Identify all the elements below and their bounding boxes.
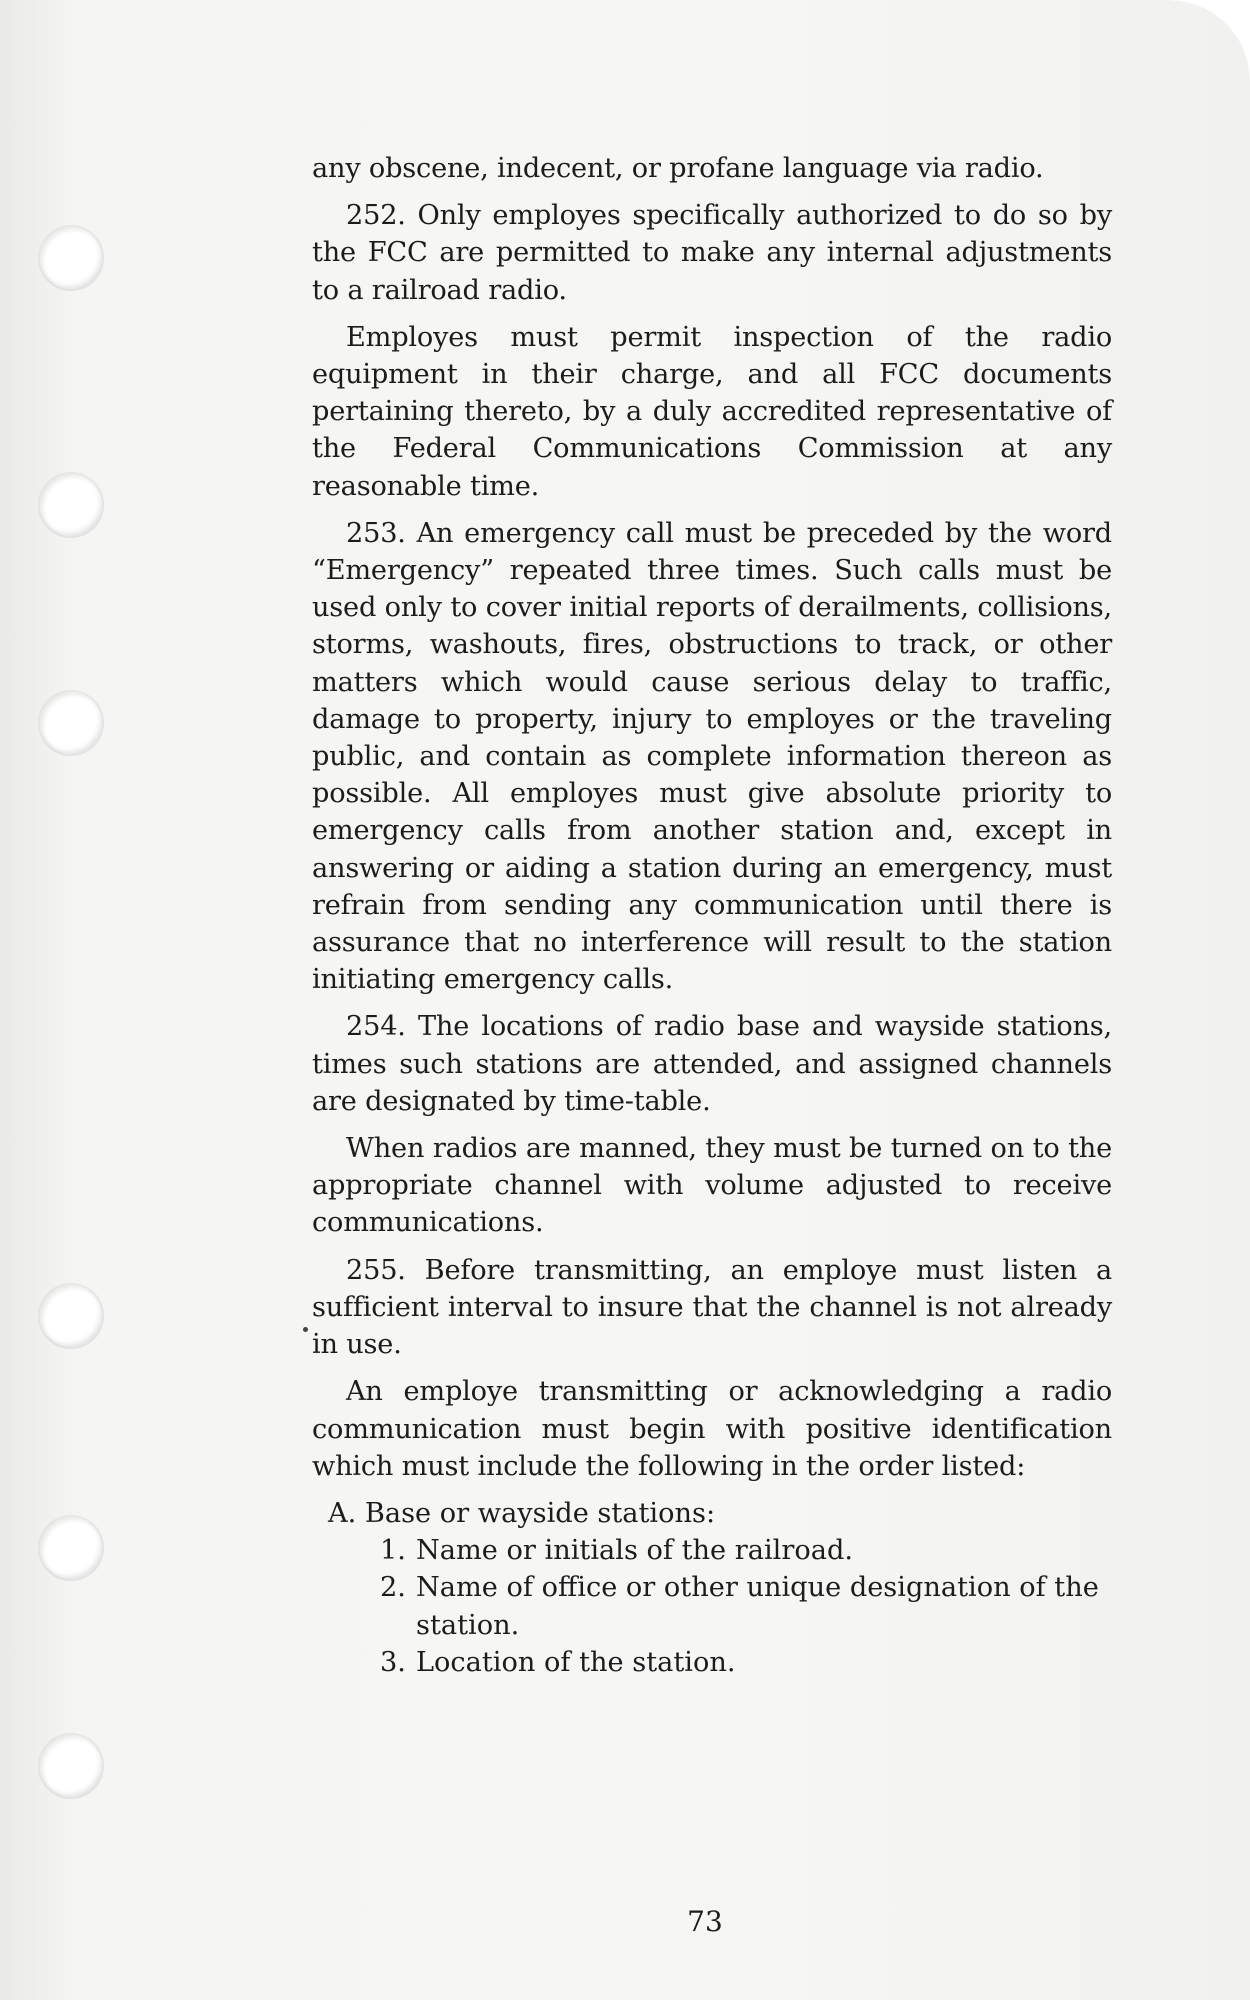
binder-hole-1: [38, 225, 104, 291]
paragraph-continuation: any obscene, indecent, or profane language via radio.: [312, 153, 1044, 184]
list-item-text: Name of office or other unique designation of the station.: [416, 1572, 1099, 1641]
paragraph-rule-253: 253. An emergency call must be preceded by the word “Emergency” repeated three times. Such calls must be used only to cover initial reports of derailments, collisions, storms, washouts, fires, obstructions to track, or other matters which would cause serious delay to traffic, damage to property, injury to employes or the traveling public, and contain as complete information thereon as possible. All employes must give absolute priority to emergency calls from another station and, except in answering or aiding a station during an emergency, must refrain from sending any communication until there is assurance that no interference will result to the station initiating emergency calls.: [312, 517, 1112, 996]
list-heading: A. Base or wayside stations:: [328, 1497, 716, 1529]
page-number: 73: [687, 1905, 723, 1938]
ink-blot: [303, 1327, 308, 1332]
list-item-number: 1.: [380, 1535, 406, 1567]
list-item: [380, 1569, 1112, 1643]
page-body: [312, 150, 1112, 1681]
paragraph-identification: An employe transmitting or acknowledging a radio communication must begin with positive identification which must include the following in the order listed:: [312, 1376, 1112, 1482]
binder-hole-2: [38, 472, 104, 538]
list-item: [380, 1644, 1112, 1681]
binder-hole-4: [38, 1283, 104, 1349]
page-corner-cut: [1170, 0, 1250, 80]
identification-list: [312, 1495, 1112, 1681]
binder-hole-6: [38, 1733, 104, 1799]
binder-hole-5: [38, 1515, 104, 1581]
binder-hole-3: [38, 690, 104, 756]
paragraph-rule-255: 255. Before transmitting, an employe must listen a sufficient interval to insure that the channel is not already in use.: [312, 1254, 1112, 1361]
paragraph-rule-252: 252. Only employes specifically authorized to do so by the FCC are permitted to make any internal adjustments to a railroad radio.: [312, 200, 1112, 306]
list-item-number: 3.: [380, 1646, 406, 1678]
paragraph-inspection: Employes must permit inspection of the radio equipment in their charge, and all FCC documents pertaining thereto, by a duly accredited representative of the Federal Communications Commission at any reasonable time.: [312, 321, 1112, 502]
list-item-text: Name or initials of the railroad.: [416, 1535, 853, 1567]
paragraph-rule-254: 254. The locations of radio base and wayside stations, times such stations are attended, and assigned channels are designated by time-table.: [312, 1011, 1112, 1117]
list-item: [380, 1532, 1112, 1569]
list-item-text: Location of the station.: [416, 1646, 736, 1678]
paragraph-radios-manned: When radios are manned, they must be turned on to the appropriate channel with volume adjusted to receive communications.: [312, 1133, 1112, 1239]
list-item-number: 2.: [380, 1572, 406, 1604]
